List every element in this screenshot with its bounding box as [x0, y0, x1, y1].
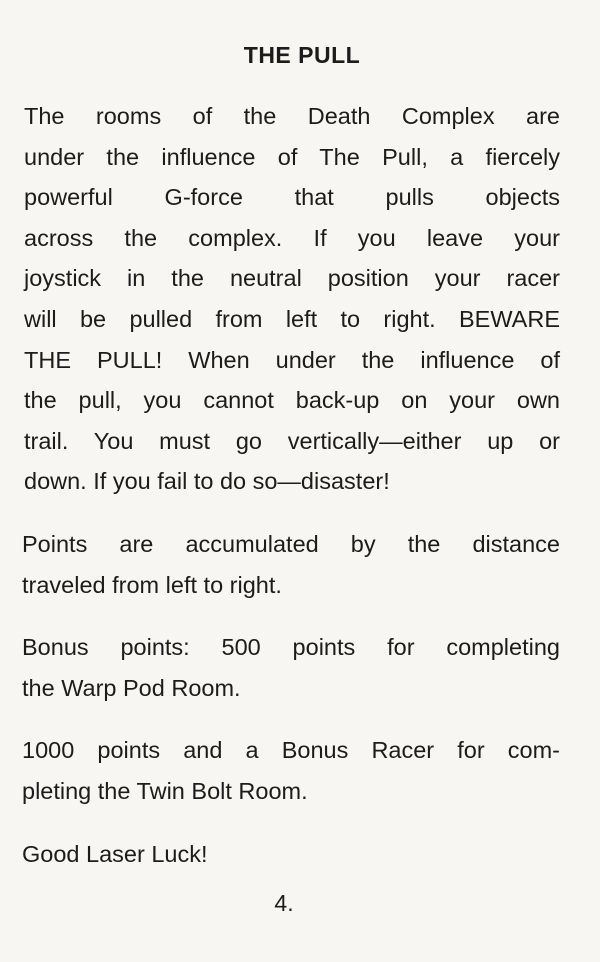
text-line: traveled from left to right.: [22, 571, 282, 598]
page-title: THE PULL: [243, 42, 361, 68]
text-line: the pull, you cannot back-up on your own: [24, 387, 560, 414]
text-line: the Warp Pod Room.: [22, 674, 241, 701]
page-number: 4.: [274, 890, 294, 916]
paragraph-the-pull: [24, 96, 560, 502]
paragraph-bonus-points: [22, 627, 560, 708]
text-line: pleting the Twin Bolt Room.: [22, 777, 308, 804]
text-line: trail. You must go vertically—either up or: [24, 427, 560, 454]
text-line: Good Laser Luck!: [22, 840, 208, 867]
text-line: THE PULL! When under the influence of: [24, 346, 560, 373]
text-line: Bonus points: 500 points for completing: [22, 634, 560, 661]
text-line: will be pulled from left to right. BEWARE: [24, 305, 560, 332]
text-line: under the influence of The Pull, a fiercely: [24, 143, 560, 170]
text-line: Points are accumulated by the distance: [22, 530, 560, 557]
paragraph-bonus-racer: [22, 730, 560, 811]
text-line: across the complex. If you leave your: [24, 224, 560, 251]
text-line: powerful G-force that pulls objects: [24, 184, 560, 211]
paragraph-points: [22, 524, 560, 605]
text-line: The rooms of the Death Complex are: [24, 103, 560, 129]
text-line: 1000 points and a Bonus Racer for com-: [22, 737, 560, 764]
paragraph-closing: [22, 834, 560, 875]
text-line: joystick in the neutral position your racer: [24, 265, 560, 292]
text-line: down. If you fail to do so—disaster!: [24, 468, 390, 495]
